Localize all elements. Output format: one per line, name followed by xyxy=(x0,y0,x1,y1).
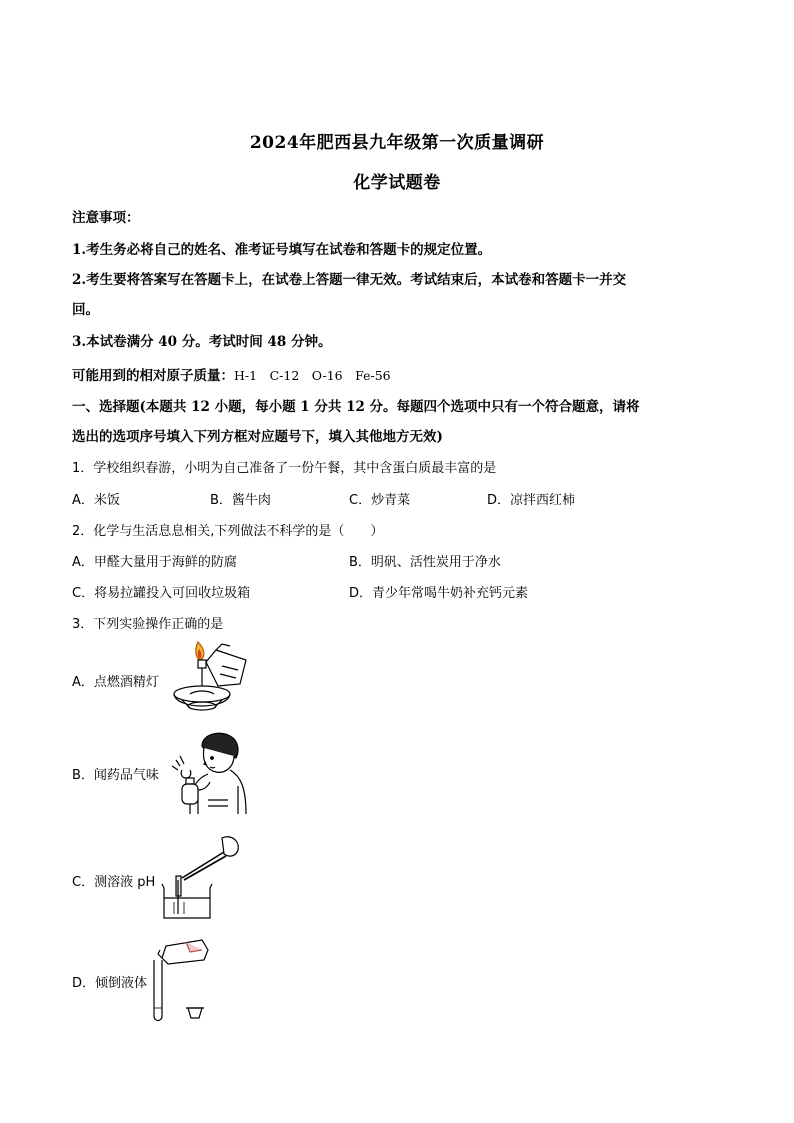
question-1-option-c: C．炒青菜 xyxy=(349,493,411,508)
question-1-option-a: A．米饭 xyxy=(72,493,120,508)
section1-heading-line2: 选出的选项序号填入下列方框对应题号下，填入其他地方无效) xyxy=(72,429,443,445)
question-3-stem: 3．下列实验操作正确的是 xyxy=(72,617,224,632)
question-1-option-b: B．酱牛肉 xyxy=(210,493,271,508)
pouring-liquid-figure xyxy=(150,936,214,1024)
notice-item-2: 2.考生要将答案写在答题卡上，在试卷上答题一律无效。考试结束后，本试卷和答题卡一并交 xyxy=(72,272,627,288)
section1-heading-line1: 一、选择题(本题共 12 小题，每小题 1 分共 12 分。每题四个选项中只有一个符合题意，请将 xyxy=(72,399,640,415)
question-3-option-c: C．测溶液 pH xyxy=(72,875,156,890)
question-1-option-d: D．凉拌西红柿 xyxy=(487,493,576,508)
smelling-chemical-figure xyxy=(168,730,250,814)
notice-item-2-cont: 回。 xyxy=(72,302,99,318)
notice-item-1: 1.考生务必将自己的姓名、准考证号填写在试卷和答题卡的规定位置。 xyxy=(72,242,492,258)
question-3-option-d: D．倾倒液体 xyxy=(72,976,148,991)
question-1-stem: 1．学校组织春游，小明为自己准备了一份午餐，其中含蛋白质最丰富的是 xyxy=(72,461,497,476)
question-3-option-b: B．闻药品气味 xyxy=(72,768,159,783)
question-3-option-a: A．点燃酒精灯 xyxy=(72,675,159,690)
lighting-alcohol-lamp-figure xyxy=(160,636,252,718)
question-2-option-a: A．甲醛大量用于海鲜的防腐 xyxy=(72,555,237,570)
measuring-ph-figure xyxy=(160,832,244,920)
question-2-stem: 2．化学与生活息息相关,下列做法不科学的是（ ） xyxy=(72,524,384,539)
question-2-option-d: D．青少年常喝牛奶补充钙元素 xyxy=(349,586,529,601)
atomic-mass-line xyxy=(72,364,732,384)
question-2-option-c: C．将易拉罐投入可回收垃圾箱 xyxy=(72,586,251,601)
notice-item-3: 3.本试卷满分 40 分。考试时间 48 分钟。 xyxy=(72,334,332,350)
exam-title: 2024年肥西县九年级第一次质量调研 xyxy=(249,133,545,153)
atomic-mass-label: 可能用到的相对原子质量： xyxy=(72,368,234,384)
exam-subtitle: 化学试题卷 xyxy=(353,173,441,193)
atomic-mass-values: H-1 C-12 O-16 Fe-56 xyxy=(234,368,391,383)
notice-heading: 注意事项： xyxy=(72,210,140,226)
question-2-option-b: B．明矾、活性炭用于净水 xyxy=(349,555,501,570)
